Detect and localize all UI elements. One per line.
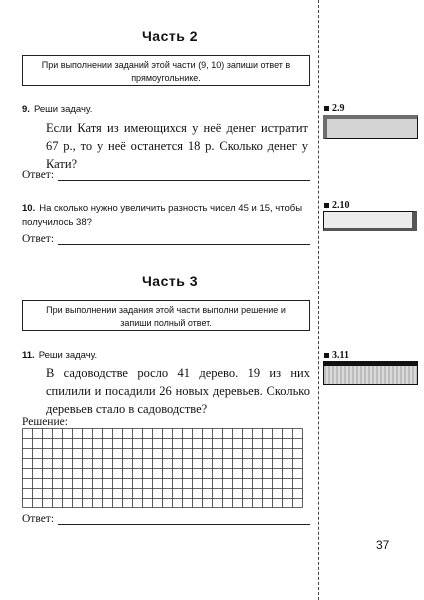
task10-answer-row xyxy=(22,232,310,245)
task10-answer-label: Ответ: xyxy=(22,233,55,245)
bullet-square-icon xyxy=(324,353,329,358)
code-3-11-text: 3.11 xyxy=(332,350,349,361)
code-3-11-label xyxy=(324,350,349,361)
code-2-9-box[interactable] xyxy=(323,115,418,139)
bullet-square-icon xyxy=(324,203,329,208)
code-3-11-box[interactable] xyxy=(323,361,418,385)
code-2-10-text: 2.10 xyxy=(332,200,350,211)
task11-number: 11. xyxy=(22,350,35,361)
task11-header xyxy=(22,350,302,361)
task9-instruction: Реши задачу. xyxy=(33,104,93,115)
task11-text: В садоводстве росло 41 дерево. 19 из них спилили и посадили 26 новых деревьев. Сколько деревьев стало в садоводстве? xyxy=(46,366,310,416)
solution-grid[interactable] xyxy=(22,428,312,513)
code-2-9-label xyxy=(324,103,345,114)
task11-answer-line[interactable] xyxy=(58,512,310,525)
grid-lines xyxy=(23,429,303,508)
part3-title: Часть 3 xyxy=(141,273,199,289)
task11-answer-row xyxy=(22,512,310,525)
task10-number: 10. xyxy=(22,203,36,214)
code-2-9-text: 2.9 xyxy=(332,103,345,114)
task9-text: Если Катя из имеющихся у неё денег истратит 67 р., то у неё останется 18 р. Сколько денег у Кати? xyxy=(46,121,308,171)
task9-answer-label: Ответ: xyxy=(22,169,55,181)
bullet-square-icon xyxy=(324,106,329,111)
task9-answer-row xyxy=(22,168,310,181)
part3-instruction-box: При выполнении задания этой части выполни решение и запиши полный ответ. xyxy=(22,300,310,331)
solution-grid-svg xyxy=(22,428,312,508)
task11-solution-label: Решение: xyxy=(22,416,68,428)
task11-instruction: Реши задачу. xyxy=(38,350,98,361)
task11-answer-label: Ответ: xyxy=(22,513,55,525)
task9-number: 9. xyxy=(22,104,30,115)
task9-answer-line[interactable] xyxy=(58,168,310,181)
task10-answer-line[interactable] xyxy=(58,232,310,245)
cut-line-divider xyxy=(318,0,319,600)
code-2-10-label xyxy=(324,200,350,211)
task10-header xyxy=(22,202,312,230)
page-number: 37 xyxy=(376,538,390,552)
code-2-10-box[interactable] xyxy=(323,211,417,231)
task9-header xyxy=(22,104,302,115)
part2-title: Часть 2 xyxy=(141,28,199,44)
part2-instruction-box: При выполнении заданий этой части (9, 10) запиши ответ в прямоугольнике. xyxy=(22,55,310,86)
task10-text: На сколько нужно увеличить разность чисел 45 и 15, чтобы получилось 38? xyxy=(22,203,303,228)
